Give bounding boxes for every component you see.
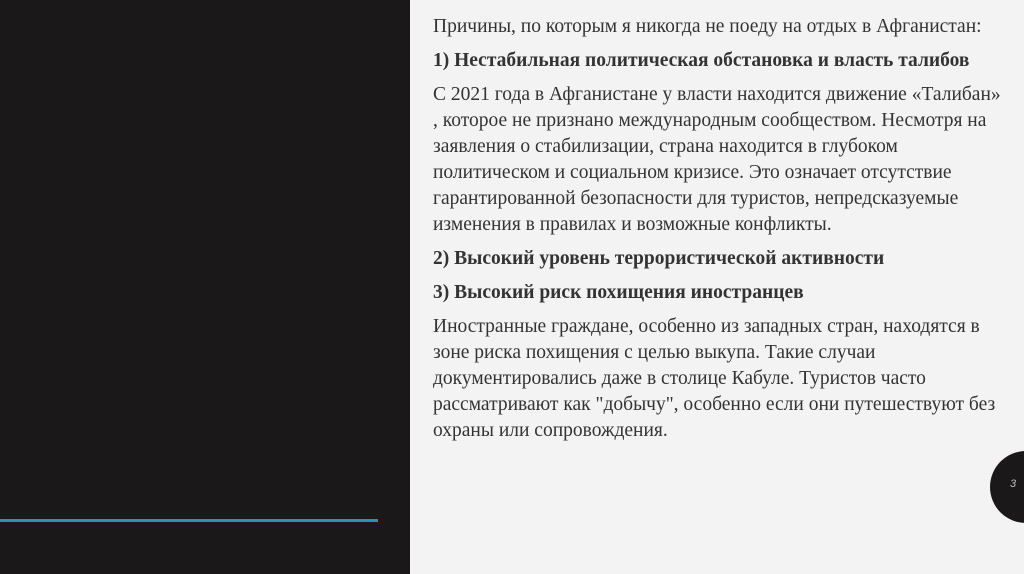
page-number-circle bbox=[990, 451, 1024, 523]
point-2-heading: 2) Высокий уровень террористической активности bbox=[433, 248, 885, 269]
point-1-heading: 1) Нестабильная политическая обстановка и власть талибов bbox=[433, 50, 970, 71]
intro-text: Причины, по которым я никогда не поеду на отдых в Афганистан: bbox=[433, 16, 982, 37]
point-3-heading: 3) Высокий риск похищения иностранцев bbox=[433, 282, 804, 303]
left-dark-panel bbox=[0, 0, 410, 574]
accent-divider-line bbox=[0, 519, 378, 522]
point-3-text: Иностранные граждане, особенно из западных стран, находятся в зоне риска похищения с целью выкупа. Такие случаи документировались даже в столице Кабуле. Туристов часто рассматривают как "добычу", особенно если они путешествуют без охраны или сопровождения. bbox=[433, 316, 996, 441]
page-number: 3 bbox=[1010, 478, 1017, 490]
point-1-text: С 2021 года в Афганистане у власти находится движение «Талибан» , которое не признано международным сообществом. Несмотря на заявления о стабилизации, страна находится в глубоком политическом и социальном кризисе. Это означает отсутствие гарантированной безопасности для туристов, непредсказуемые изменения в правилах и возможные конфликты. bbox=[433, 84, 1001, 235]
slide-content bbox=[433, 14, 1003, 452]
